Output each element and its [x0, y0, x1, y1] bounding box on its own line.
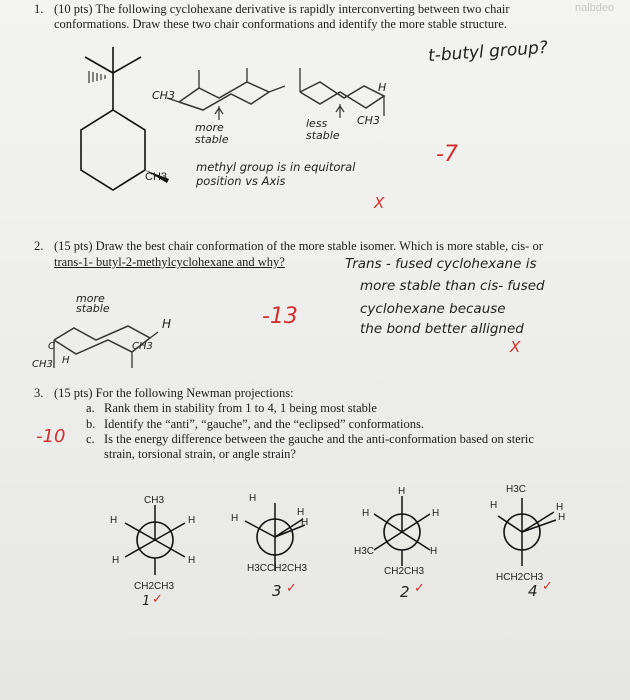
- newman2-bottom: H3CCH2CH3: [247, 563, 308, 574]
- newman4-top: H3C: [506, 484, 527, 495]
- q1-chair-h: H: [378, 81, 387, 94]
- newman2-ur: H: [297, 507, 305, 518]
- q2-answer-line4: the bond better alligned: [360, 321, 524, 337]
- newman3-bottom: CH2CH3: [384, 566, 425, 577]
- q1-chair-ch3-left: CH3: [152, 89, 175, 102]
- newman2-top: H: [249, 493, 257, 504]
- newman4-ur2: H: [558, 512, 566, 523]
- q1-chair-ch3-right: CH3: [357, 114, 380, 127]
- q1-number: 1.: [34, 2, 44, 16]
- newman-projection-1: [100, 495, 220, 605]
- q1-handwritten-more-stable: more stable: [195, 121, 229, 146]
- newman2-rank: 3: [272, 582, 282, 600]
- q2-handwritten-c: C: [48, 341, 55, 352]
- q1-cyclohexane-structure: [55, 45, 195, 225]
- newman4-rank: 4: [528, 582, 538, 600]
- q2-handwritten-h2: H: [62, 355, 70, 366]
- q2-handwritten-ch3: CH3: [132, 341, 153, 352]
- newman1-rank: 1: [142, 594, 151, 609]
- newman-projection-2: [225, 495, 345, 605]
- q1-structure-ch3: CH3: [145, 171, 168, 183]
- newman3-ur: H: [432, 508, 440, 519]
- newman3-top: H: [398, 486, 406, 497]
- q2-number: 2.: [34, 239, 44, 253]
- q1-mark-x: X: [374, 194, 385, 212]
- newman4-ur: H: [556, 502, 564, 513]
- q1-handwritten-less-stable: less stable: [306, 117, 340, 142]
- newman1-ul: H: [110, 515, 118, 526]
- q2-handwritten-h: H: [162, 317, 172, 331]
- newman2-ur2: H: [301, 517, 309, 528]
- q3-item-a-label: a.: [86, 401, 95, 415]
- newman1-top: CH3: [144, 495, 165, 506]
- newman3-rank: 2: [400, 583, 410, 601]
- newman1-ur: H: [188, 515, 196, 526]
- newman2-check: ✓: [286, 581, 297, 596]
- q1-line2: conformations. Draw these two chair conformations and identify the more stable structure.: [54, 17, 507, 31]
- newman3-ul: H: [362, 508, 370, 519]
- q2-handwritten-ch3-low: CH3: [32, 359, 53, 370]
- q1-score: -7: [436, 142, 458, 167]
- newman2-ul: H: [231, 513, 239, 524]
- q3-item-b-label: b.: [86, 417, 96, 431]
- newman4-bottom: HCH2CH3: [496, 572, 544, 583]
- q2-answer-line2: more stable than cis- fused: [360, 278, 545, 294]
- q2-line1: (15 pts) Draw the best chair conformation of the more stable isomer. Which is more stable, cis- or: [54, 239, 543, 253]
- q2-answer-line1: Trans - fused cyclohexane is: [345, 256, 537, 272]
- q1-line1: (10 pts) The following cyclohexane derivative is rapidly interconverting between two chair: [54, 2, 510, 16]
- newman1-ll: H: [112, 555, 120, 566]
- q3-score: -10: [36, 426, 66, 447]
- newman3-lr: H: [430, 546, 438, 557]
- newman1-bottom: CH2CH3: [134, 581, 175, 592]
- q2-mark-x: X: [510, 338, 521, 356]
- newman1-lr: H: [188, 555, 196, 566]
- newman1-check: ✓: [152, 592, 163, 607]
- q3-item-c-text2: strain, torsional strain, or angle strain?: [104, 447, 296, 461]
- q2-score: -13: [262, 304, 298, 329]
- q3-item-b-text: Identify the “anti”, “gauche”, and the “eclipsed” conformations.: [104, 417, 424, 431]
- newman4-ul: H: [490, 500, 498, 511]
- newman4-check: ✓: [542, 579, 553, 594]
- q3-number: 3.: [34, 386, 44, 400]
- q2-answer-line3: cyclohexane because: [360, 301, 506, 317]
- q3-item-a-text: Rank them in stability from 1 to 4, 1 being most stable: [104, 401, 377, 415]
- newman3-check: ✓: [414, 581, 425, 596]
- q3-item-c-label: c.: [86, 432, 95, 446]
- q1-handwritten-tbutyl: t-butyl group?: [427, 37, 549, 67]
- q3-item-c-text1: Is the energy difference between the gauche and the anti-conformation based on steric: [104, 432, 534, 446]
- q2-line2: trans-1- butyl-2-methylcyclohexane and why?: [54, 255, 285, 269]
- q3-line1: (15 pts) For the following Newman projections:: [54, 386, 294, 400]
- newman-projection-3: [350, 486, 470, 600]
- bleed-through-text: nalbdeo: [575, 2, 615, 14]
- q2-handwritten-more-stable: more stable: [76, 292, 110, 315]
- q1-handwritten-methyl: methyl group is in equitoral position vs Axis: [196, 160, 356, 188]
- newman3-ll: H3C: [354, 546, 375, 557]
